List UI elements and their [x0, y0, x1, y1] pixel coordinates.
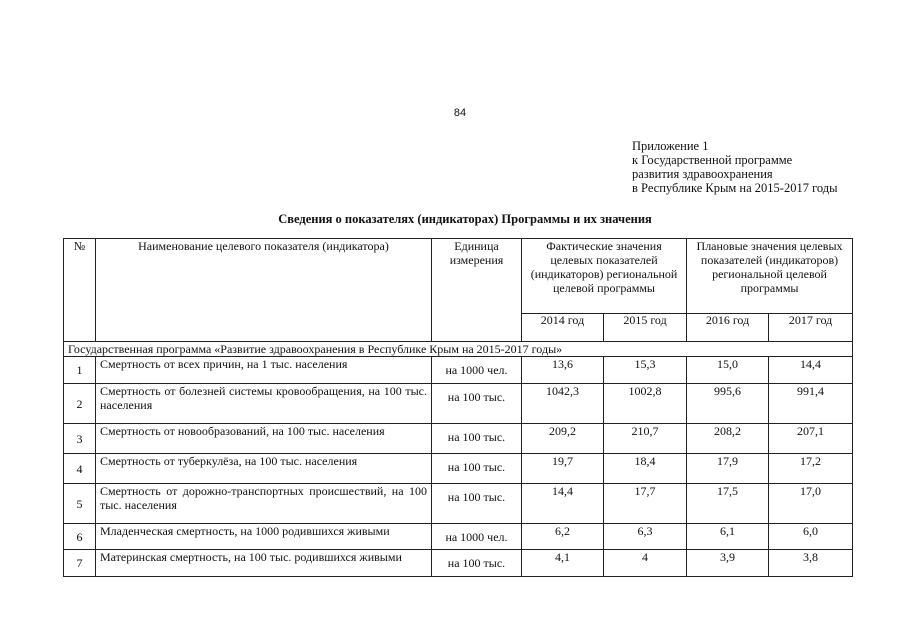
row-indicator-name: Смертность от новообразований, на 100 тыс. населения [96, 424, 432, 454]
row-value-2015: 15,3 [604, 357, 687, 384]
table-header-row [64, 239, 853, 314]
row-value-2014: 19,7 [522, 454, 604, 484]
table-row [64, 357, 853, 384]
row-num: 4 [64, 454, 96, 484]
row-value-2015: 1002,8 [604, 384, 687, 424]
row-num: 6 [64, 524, 96, 550]
row-unit: на 100 тыс. [432, 484, 522, 524]
row-value-2017: 17,2 [769, 454, 853, 484]
header-year: 2016 год [687, 314, 769, 342]
table-row [64, 524, 853, 550]
row-indicator-name: Смертность от всех причин, на 1 тыс. населения [96, 357, 432, 384]
appendix-line: развития здравоохранения [632, 167, 773, 181]
header-unit: Единица измерения [432, 239, 522, 342]
row-value-2015: 4 [604, 550, 687, 577]
row-value-2014: 1042,3 [522, 384, 604, 424]
row-num: 1 [64, 357, 96, 384]
header-year: 2015 год [604, 314, 687, 342]
row-indicator-name: Смертность от болезней системы кровообращения, на 100 тыс. населения [96, 384, 432, 424]
row-num: 5 [64, 484, 96, 524]
program-row [64, 342, 853, 357]
row-value-2015: 18,4 [604, 454, 687, 484]
row-num: 2 [64, 384, 96, 424]
row-value-2014: 6,2 [522, 524, 604, 550]
row-value-2014: 209,2 [522, 424, 604, 454]
row-value-2015: 17,7 [604, 484, 687, 524]
appendix-block [632, 139, 882, 195]
row-indicator-name: Материнская смертность, на 100 тыс. родившихся живыми [96, 550, 432, 577]
appendix-line: Приложение 1 [632, 139, 709, 153]
header-num: № [64, 239, 96, 342]
row-value-2017: 6,0 [769, 524, 853, 550]
table-row [64, 484, 853, 524]
row-indicator-name: Младенческая смертность, на 1000 родившихся живыми [96, 524, 432, 550]
row-num: 3 [64, 424, 96, 454]
table-row [64, 424, 853, 454]
indicators-table [63, 238, 853, 577]
row-unit: на 100 тыс. [432, 454, 522, 484]
appendix-line: к Государственной программе [632, 153, 793, 167]
header-year: 2014 год [522, 314, 604, 342]
row-value-2014: 4,1 [522, 550, 604, 577]
header-name: Наименование целевого показателя (индикатора) [96, 239, 432, 342]
header-planned: Плановые значения целевых показателей (индикаторов) региональной целевой программы [687, 239, 853, 314]
header-actual: Фактические значения целевых показателей (индикаторов) региональной целевой программы [522, 239, 687, 314]
row-value-2017: 17,0 [769, 484, 853, 524]
row-value-2016: 17,9 [687, 454, 769, 484]
row-value-2017: 207,1 [769, 424, 853, 454]
table-row [64, 550, 853, 577]
table-row [64, 454, 853, 484]
row-unit: на 1000 чел. [432, 357, 522, 384]
page-number: 84 [453, 107, 467, 119]
row-value-2016: 17,5 [687, 484, 769, 524]
row-value-2015: 210,7 [604, 424, 687, 454]
table-row [64, 384, 853, 424]
document-title: Сведения о показателях (индикаторах) Программы и их значения [278, 212, 652, 226]
row-unit: на 100 тыс. [432, 550, 522, 577]
header-year: 2017 год [769, 314, 853, 342]
appendix-line: в Республике Крым на 2015-2017 годы [632, 181, 838, 195]
row-value-2016: 208,2 [687, 424, 769, 454]
row-value-2016: 6,1 [687, 524, 769, 550]
program-title: Государственная программа «Развитие здравоохранения в Республике Крым на 2015-2017 годы» [64, 342, 853, 357]
row-value-2014: 13,6 [522, 357, 604, 384]
row-unit: на 1000 чел. [432, 524, 522, 550]
row-value-2017: 3,8 [769, 550, 853, 577]
row-value-2014: 14,4 [522, 484, 604, 524]
row-value-2015: 6,3 [604, 524, 687, 550]
row-unit: на 100 тыс. [432, 424, 522, 454]
row-value-2016: 15,0 [687, 357, 769, 384]
row-value-2017: 14,4 [769, 357, 853, 384]
row-value-2016: 995,6 [687, 384, 769, 424]
row-value-2016: 3,9 [687, 550, 769, 577]
row-indicator-name: Смертность от дорожно-транспортных происшествий, на 100 тыс. населения [96, 484, 432, 524]
row-value-2017: 991,4 [769, 384, 853, 424]
row-unit: на 100 тыс. [432, 384, 522, 424]
row-num: 7 [64, 550, 96, 577]
row-indicator-name: Смертность от туберкулёза, на 100 тыс. населения [96, 454, 432, 484]
